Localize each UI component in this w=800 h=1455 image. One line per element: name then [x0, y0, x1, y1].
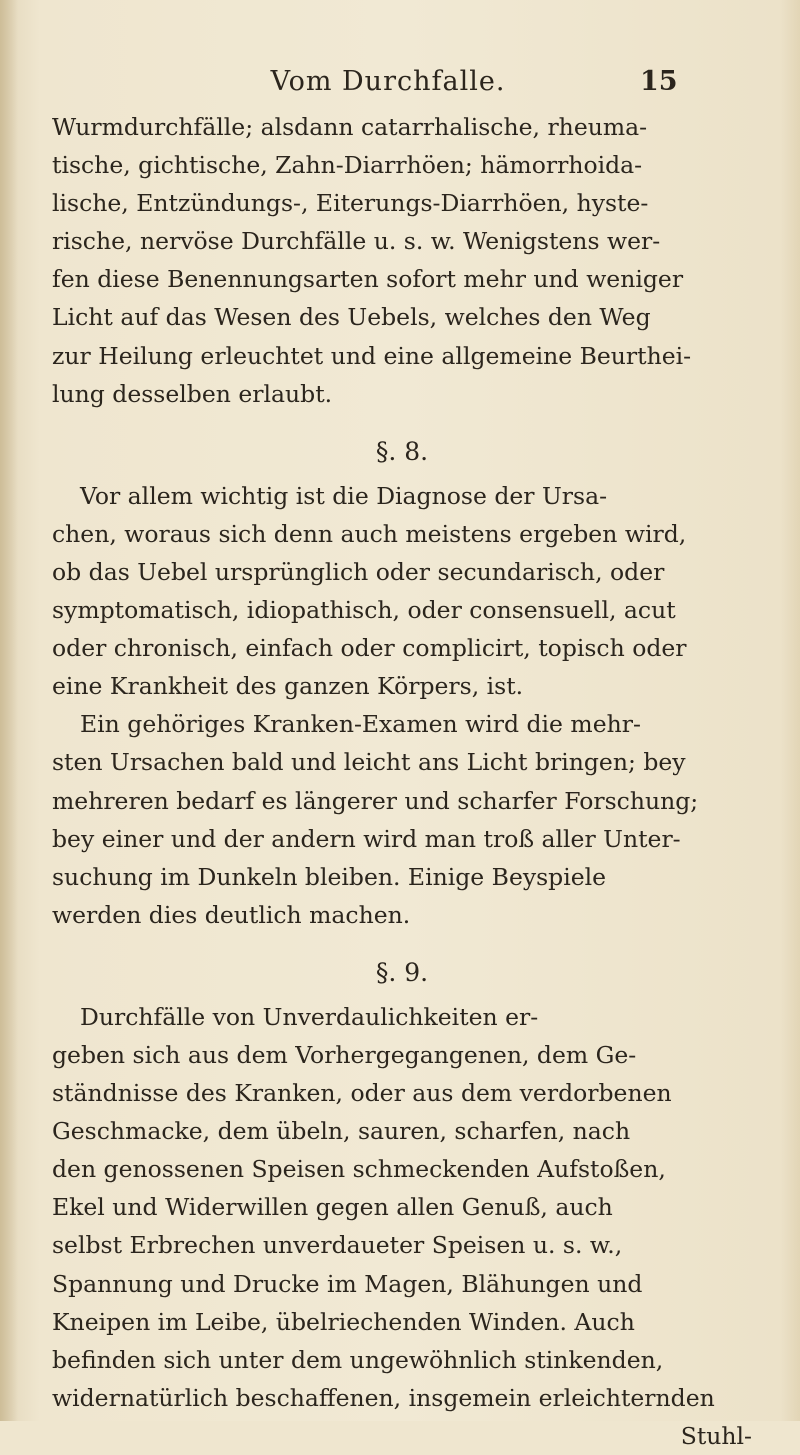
text-line: chen, woraus sich denn auch meistens ergeben wird,: [52, 519, 687, 548]
text-line: widernatürlich beschaffenen, insgemein erleichternden: [52, 1383, 715, 1412]
text-line: rische, nervöse Durchfälle u. s. w. Wenigstens wer-: [52, 227, 661, 256]
section-heading-8: §. 8.: [375, 436, 429, 466]
text-line: selbst Erbrechen unverdaueter Speisen u. s. w.,: [52, 1231, 623, 1260]
text-line: mehreren bedarf es längerer und scharfer Forschung;: [52, 786, 699, 815]
text-line: sten Ursachen bald und leicht ans Licht bringen; bey: [52, 748, 686, 777]
text-line: Spannung und Drucke im Magen, Blähungen und: [52, 1269, 643, 1298]
text-line: Vor allem wichtig ist die Diagnose der Ursa-: [80, 481, 608, 510]
text-line: Licht auf das Wesen des Uebels, welches den Weg: [52, 303, 651, 332]
catchword: Stuhl-: [680, 1421, 752, 1450]
text-line: eine Krankheit des ganzen Körpers, ist.: [52, 672, 524, 701]
page-header: [0, 66, 800, 106]
text-line: lische, Entzündungs-, Eiterungs-Diarrhöen, hyste-: [52, 189, 649, 218]
text-line: Wurmdurchfälle; alsdann catarrhalische, rheuma-: [52, 113, 648, 141]
text-line: symptomatisch, idiopathisch, oder consensuell, acut: [52, 596, 676, 625]
text-line: suchung im Dunkeln bleiben. Einige Beyspiele: [52, 862, 607, 891]
text-line: Ein gehöriges Kranken-Examen wird die mehr-: [80, 710, 641, 739]
text-line: Geschmacke, dem übeln, sauren, scharfen, nach: [52, 1117, 631, 1146]
text-line: geben sich aus dem Vorhergegangenen, dem Ge-: [52, 1040, 637, 1069]
text-line: Durchfälle von Unverdaulichkeiten er-: [80, 1002, 539, 1031]
text-line: bey einer und der andern wird man troß aller Unter-: [52, 824, 681, 853]
page-number: 15: [640, 66, 678, 97]
running-title: Vom Durchfalle.: [270, 66, 506, 97]
section-8-text: [52, 477, 752, 934]
body-text: [52, 108, 752, 1455]
text-line: ständnisse des Kranken, oder aus dem verdorbenen: [52, 1079, 672, 1108]
text-line: tische, gichtische, Zahn-Diarrhöen; hämorrhoida-: [52, 151, 643, 180]
text-line: befinden sich unter dem ungewöhnlich stinkenden,: [52, 1345, 664, 1374]
text-line: Ekel und Widerwillen gegen allen Genuß, auch: [52, 1193, 613, 1222]
paragraph-continued: [52, 108, 752, 413]
section-heading-9: §. 9.: [375, 957, 429, 987]
text-line: ob das Uebel ursprünglich oder secundarisch, oder: [52, 557, 665, 586]
text-line: Kneipen im Leibe, übelriechenden Winden. Auch: [52, 1307, 635, 1336]
text-line: oder chronisch, einfach oder complicirt, topisch oder: [52, 634, 687, 663]
text-line: werden dies deutlich machen.: [52, 900, 411, 929]
section-9-text: [52, 998, 752, 1455]
text-line: zur Heilung erleuchtet und eine allgemeine Beurthei-: [52, 341, 692, 370]
text-line: lung desselben erlaubt.: [52, 379, 333, 408]
page-gutter-shadow: [0, 0, 18, 1421]
text-line: fen diese Benennungsarten sofort mehr und weniger: [52, 265, 684, 294]
text-line: den genossenen Speisen schmeckenden Aufstoßen,: [52, 1155, 666, 1184]
